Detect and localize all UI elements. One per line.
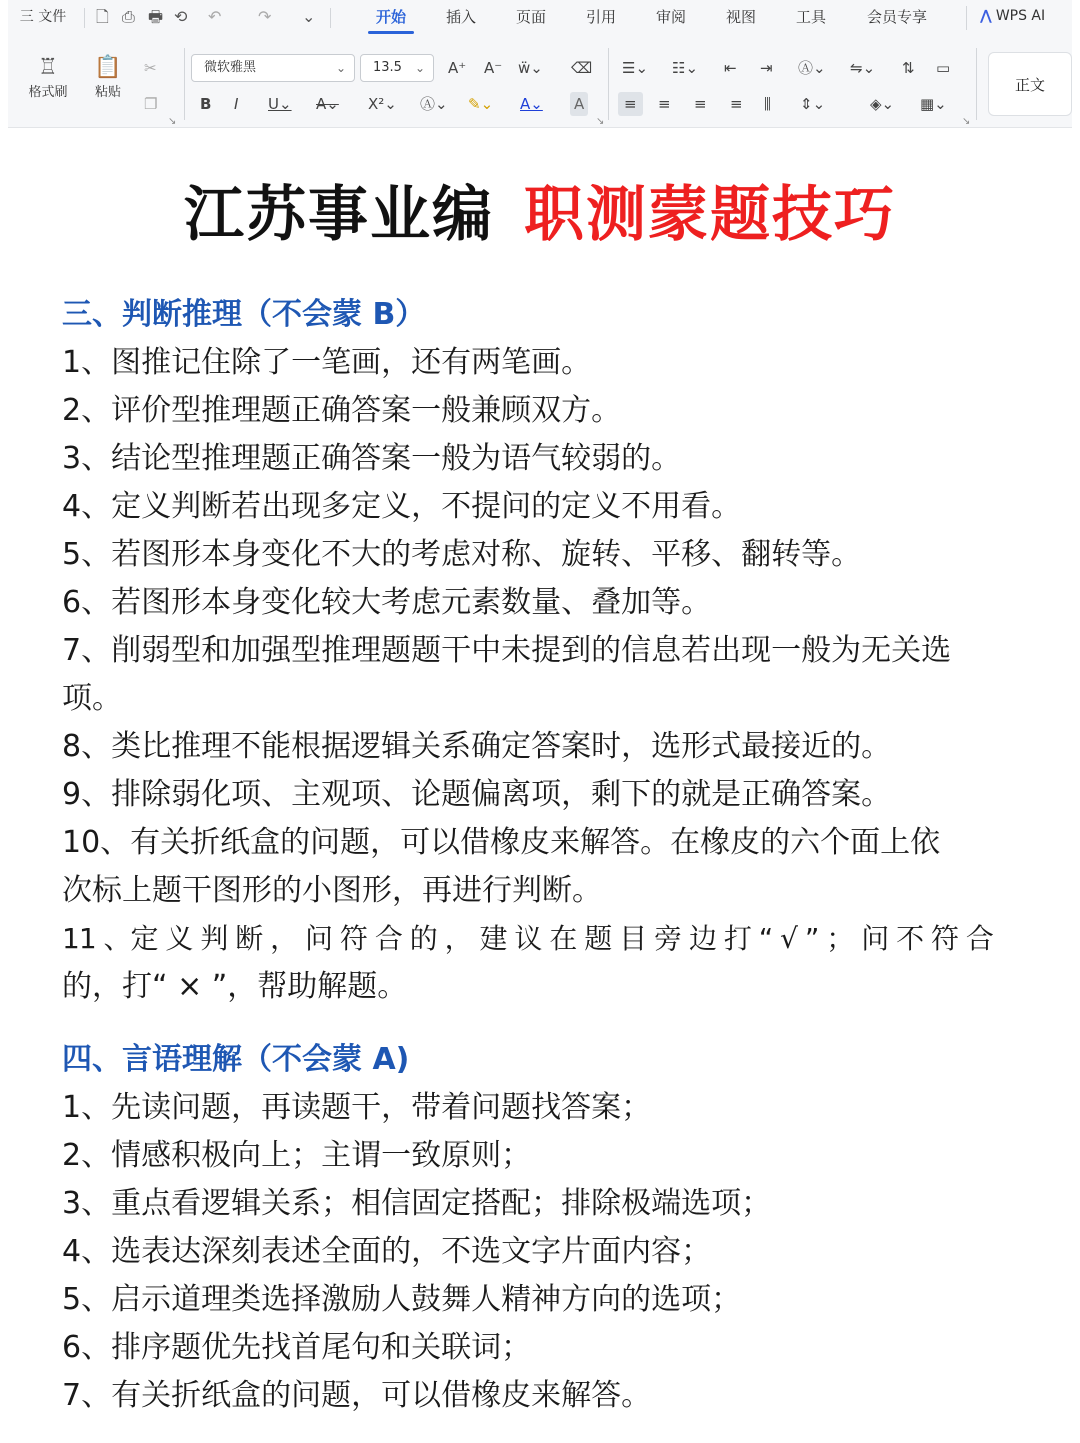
paragraph-dialog-launcher-icon[interactable]: ↘	[962, 116, 971, 127]
style-normal-button[interactable]	[988, 52, 1072, 116]
phonetic-guide-icon[interactable]: ẅ⌄	[518, 59, 543, 77]
strikethrough-icon[interactable]: A⌄	[316, 95, 339, 113]
paragraph-sort-icon[interactable]: ⇅	[902, 59, 915, 77]
align-center-icon[interactable]: ≡	[658, 95, 671, 113]
print-preview-icon[interactable]: ⎙	[122, 7, 135, 26]
numbered-list-icon[interactable]: ☷⌄	[672, 59, 699, 77]
divider	[966, 6, 967, 30]
undo-icon[interactable]: ↶	[208, 7, 222, 26]
justify-icon[interactable]: ≡	[730, 95, 743, 113]
chevron-down-icon: ⌄	[335, 61, 346, 75]
section-heading-verbal: 四、言语理解（不会蒙 A)	[62, 1042, 410, 1077]
print-icon[interactable]: 🖶	[148, 7, 164, 26]
grow-font-icon[interactable]: A⁺	[448, 59, 467, 77]
tab-review[interactable]: 审阅	[655, 8, 686, 26]
text-direction-icon[interactable]: Ⓐ⌄	[798, 59, 826, 77]
list-item: 1、先读问题，再读题干，带着问题找答案；	[62, 1090, 652, 1125]
format-painter-label: 格式刷	[28, 85, 68, 100]
highlight-icon[interactable]: ✎⌄	[468, 95, 494, 113]
tab-view[interactable]: 视图	[725, 8, 756, 26]
increase-indent-icon[interactable]: ⇥	[760, 59, 773, 77]
list-item: 5、若图形本身变化不大的考虑对称、旋转、平移、翻转等。	[62, 537, 862, 572]
clear-format-icon[interactable]: ⌫	[571, 59, 593, 77]
font-dialog-launcher-icon[interactable]: ↘	[596, 116, 605, 127]
decrease-indent-icon[interactable]: ⇤	[724, 59, 737, 77]
list-item: 9、排除弱化项、主观项、论题偏离项，剩下的就是正确答案。	[62, 777, 892, 812]
clipboard-dialog-launcher-icon[interactable]: ↘	[168, 116, 177, 127]
redo-icon[interactable]: ↷	[258, 7, 272, 26]
chevron-down-icon: ⌄	[414, 61, 425, 75]
wps-ai-icon: ⋀	[980, 8, 992, 24]
cut-icon[interactable]: ✂	[144, 59, 157, 77]
tab-home[interactable]: 开始	[364, 6, 418, 30]
list-item: 6、排序题优先找首尾句和关联词；	[62, 1330, 532, 1365]
list-item: 2、评价型推理题正确答案一般兼顾双方。	[62, 393, 622, 428]
font-size-select[interactable]	[360, 54, 434, 82]
format-painter-button[interactable]	[20, 52, 76, 102]
customize-quick-access-icon[interactable]: ⌄	[302, 7, 316, 26]
list-item: 7、削弱型和加强型推理题题干中未提到的信息若出现一般为无关选	[62, 633, 952, 668]
list-item-continuation: 项。	[62, 681, 122, 716]
tab-insert[interactable]: 插入	[445, 8, 476, 26]
tab-tools[interactable]: 工具	[795, 8, 826, 26]
divider	[976, 48, 977, 120]
refresh-icon[interactable]: ⟲	[174, 7, 188, 26]
distributed-icon[interactable]: ⫼	[764, 95, 771, 113]
line-spacing-icon[interactable]: ⇕⌄	[800, 95, 826, 113]
list-item: 3、重点看逻辑关系；相信固定搭配；排除极端选项；	[62, 1186, 772, 1221]
list-item-continuation: 次标上题干图形的小图形，再进行判断。	[62, 873, 602, 908]
paste-icon: 📋	[94, 55, 122, 80]
bold-icon[interactable]: B	[200, 95, 212, 113]
list-item: 7、有关折纸盒的问题，可以借橡皮来解答。	[62, 1378, 652, 1413]
tab-references[interactable]: 引用	[585, 8, 616, 26]
font-color-icon[interactable]: A⌄	[520, 95, 543, 113]
list-item: 8、类比推理不能根据逻辑关系确定答案时，选形式最接近的。	[62, 729, 892, 764]
character-shading-icon[interactable]: A	[570, 92, 588, 116]
divider	[608, 48, 609, 120]
align-right-icon[interactable]: ≡	[694, 95, 707, 113]
paste-button[interactable]	[80, 52, 136, 102]
show-marks-icon[interactable]: ▭	[936, 59, 951, 77]
text-effect-icon[interactable]: Ⓐ⌄	[420, 95, 448, 113]
list-item: 4、选表达深刻表述全面的，不选文字片面内容；	[62, 1234, 712, 1269]
tab-member[interactable]: 会员专享	[866, 8, 927, 26]
toolbar-ribbon	[8, 0, 1072, 128]
underline-icon[interactable]: U⌄	[268, 95, 292, 113]
paste-label: 粘贴	[94, 85, 121, 100]
save-icon[interactable]: 🗋	[96, 7, 109, 26]
shrink-font-icon[interactable]: A⁻	[484, 59, 503, 77]
file-menu-button[interactable]: 三 文件	[19, 9, 67, 25]
list-item: 4、定义判断若出现多定义，不提问的定义不用看。	[62, 489, 742, 524]
format-painter-icon: ♖	[38, 55, 58, 80]
superscript-icon[interactable]: X²⌄	[368, 95, 397, 113]
style-normal-label: 正文	[1014, 76, 1045, 94]
shading-icon[interactable]: ◈⌄	[870, 95, 895, 113]
list-item: 2、情感积极向上；主谓一致原则；	[62, 1138, 532, 1173]
list-item-continuation: 的，打“ × ”，帮助解题。	[62, 969, 408, 1004]
list-item: 5、启示道理类选择激励人鼓舞人精神方向的选项；	[62, 1282, 742, 1317]
title-part-red: 职测蒙题技巧	[524, 180, 896, 250]
title-part-black: 江苏事业编	[184, 180, 494, 250]
page-title	[0, 172, 1080, 258]
font-name-value: 微软雅黑	[204, 60, 257, 75]
bullet-list-icon[interactable]: ☰⌄	[622, 59, 649, 77]
borders-icon[interactable]: ▦⌄	[920, 95, 947, 113]
list-item: 6、若图形本身变化较大考虑元素数量、叠加等。	[62, 585, 712, 620]
list-item: 3、结论型推理题正确答案一般为语气较弱的。	[62, 441, 682, 476]
copy-icon[interactable]: ❐	[144, 95, 158, 113]
divider	[184, 48, 185, 120]
italic-icon[interactable]: I	[234, 95, 239, 113]
section-heading-reasoning: 三、判断推理（不会蒙 B）	[62, 297, 426, 332]
list-item: 1、图推记住除了一笔画，还有两笔画。	[62, 345, 592, 380]
list-item: 11 、定 义 判 断 ， 问 符 合 的 ， 建 议 在 题 目 旁 边 打 “ √ ” ； 问 不 符 合	[62, 922, 993, 955]
sort-icon[interactable]: ⇋⌄	[850, 59, 876, 77]
menu-tab-bar	[8, 0, 1072, 36]
font-size-value: 13.5	[373, 60, 402, 75]
list-item: 10、有关折纸盒的问题，可以借橡皮来解答。在橡皮的六个面上依	[62, 825, 941, 860]
tab-page[interactable]: 页面	[515, 8, 546, 26]
wps-ai-label: WPS AI	[995, 8, 1046, 24]
font-name-select[interactable]	[191, 54, 355, 82]
wps-ai-button[interactable]	[980, 5, 1045, 29]
divider	[84, 8, 85, 28]
align-left-icon[interactable]: ≡	[618, 92, 643, 116]
divider	[330, 8, 331, 28]
